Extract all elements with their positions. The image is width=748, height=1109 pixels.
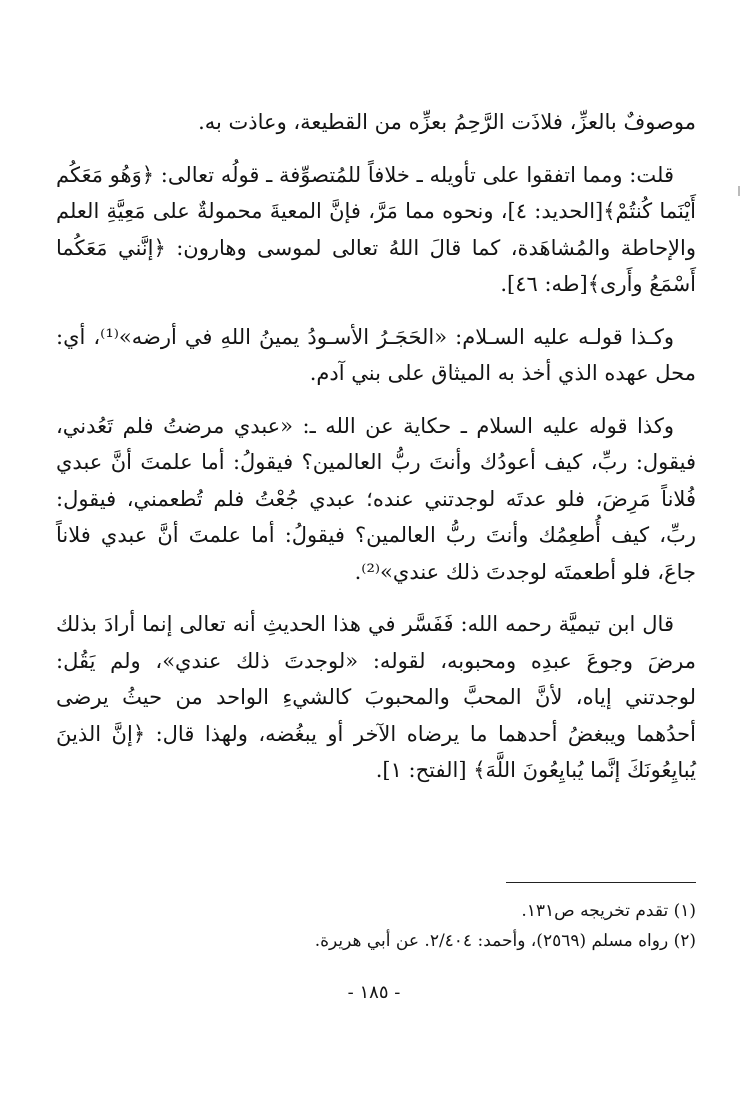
paragraph-1: موصوفٌ بالعزِّ، فلاذَت الرَّحِمُ بعزِّه من القطيعة، وعاذت به. xyxy=(198,110,696,134)
paragraph-3: وكـذا قولـه عليه السـلام: «الحَجَـرُ الأسـودُ يمينُ اللهِ في أرضه»⁽¹⁾، أي: محل عهده الذي أخذ به الميثاق على بني آدم. xyxy=(56,324,696,385)
footnote-2: (٢) رواه مسلم (٢٥٦٩)، وأحمد: ٢/٤٠٤. عن أبي هريرة. xyxy=(314,931,696,951)
paragraph-4: وكذا قوله عليه السلام ـ حكاية عن الله ـ: «عبدي مرضتُ فلم تَعُدني، فيقول: ربِّ، كيف أعودُك وأنتَ ربُّ العالمين؟ فيقولُ: أما علمتَ أنَّ عبدي فُلاناً مَرِضَ، فلو عدتَه لوجدتني عنده؛ عبدي جُعْتُ فلم تُطعمني، فيقول: ربِّ، كيف أُطعِمُك وأنتَ ربُّ العالمين؟ فيقولُ: أما علمتَ أنَّ عبدي فلاناً جاعَ، فلو أطعمتَه لوجدتَ ذلك عندي»⁽²⁾. xyxy=(56,413,696,584)
scan-edge-mark xyxy=(738,186,740,196)
paragraph-2: قلت: ومما اتفقوا على تأويله ـ خلافاً للمُتصوِّفة ـ قولُه تعالى: ﴿وَهُو مَعَكُم أَيْنَما كُنتُمْ﴾[الحديد: ٤]، ونحوه مما مَرَّ، فإنَّ المعيةَ محمولةٌ على مَعِيَّةِ العلم والإحاطة والمُشاهَدة، كما قالَ اللهُ تعالى لموسى وهارون: ﴿إنَّني مَعَكُما أَسْمَعُ وأَرى﴾[طه: ٤٦]. xyxy=(56,162,696,296)
footnote-divider xyxy=(506,882,696,883)
paragraph-5: قال ابن تيميَّة رحمه الله: فَفَسَّر في هذا الحديثِ أنه تعالى إنما أرادَ بذلك مرضَ وجوعَ عبدِه ومحبوبه، لقوله: «لوجدتَ ذلك عندي»، ولم يَقُل: لوجدتني إياه، لأنَّ المحبَّ والمحبوبَ كالشيءِ الواحد من حيثُ يرضى أحدُهما ويبغضُ أحدهما ما يرضاه الآخر أو يبغُضه، ولهذا قال: ﴿إنَّ الذينَ يُبايِعُونَكَ إنَّما يُبايِعُونَ اللَّهَ﴾ [الفتح: ١]. xyxy=(56,612,696,782)
main-text xyxy=(56,104,696,805)
page-number: - ١٨٥ - xyxy=(347,982,401,1003)
footnotes xyxy=(56,896,696,956)
footnote-1: (١) تقدم تخريجه ص١٣١. xyxy=(521,901,696,921)
